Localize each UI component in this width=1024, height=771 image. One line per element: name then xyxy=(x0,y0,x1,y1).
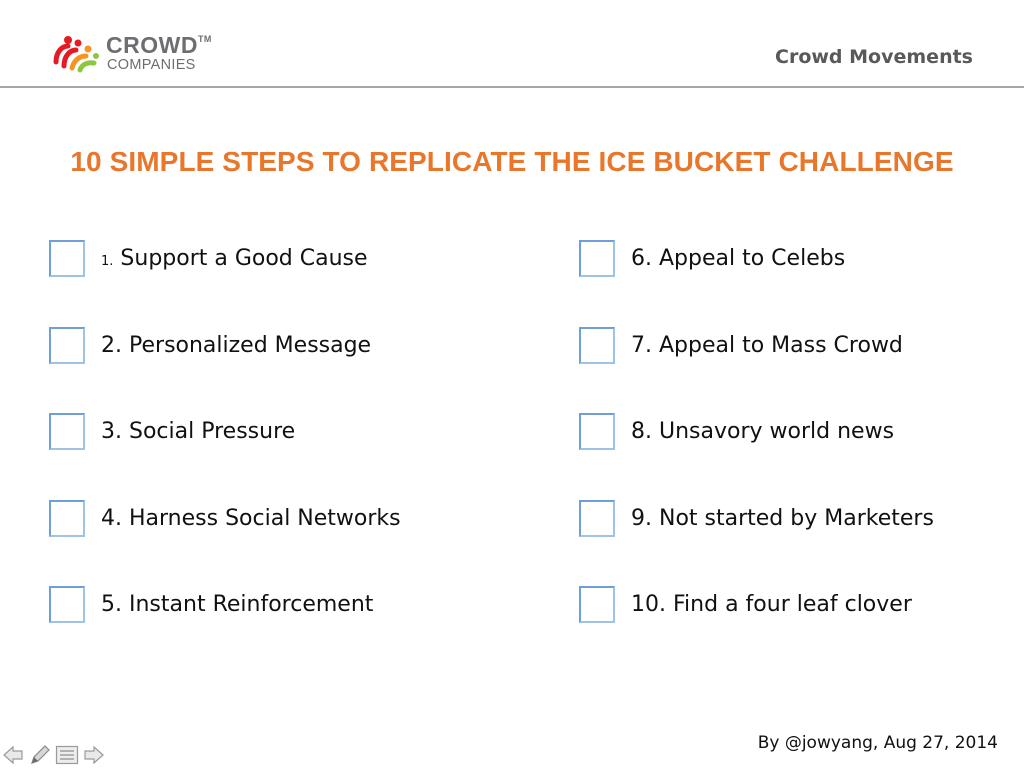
step-item-4 xyxy=(49,500,479,540)
step-checkbox[interactable] xyxy=(49,327,85,364)
step-checkbox[interactable] xyxy=(579,327,615,364)
step-item-7 xyxy=(579,327,1009,367)
crowd-companies-logo xyxy=(50,32,220,80)
step-label xyxy=(101,419,295,444)
step-checkbox[interactable] xyxy=(579,586,615,623)
step-item-2 xyxy=(49,327,479,367)
step-number: 7. xyxy=(631,333,652,358)
step-checkbox[interactable] xyxy=(579,413,615,450)
step-item-8 xyxy=(579,413,1009,453)
logo-subtitle: COMPANIES xyxy=(107,57,196,73)
byline: By @jowyang, Aug 27, 2014 xyxy=(757,733,998,753)
step-text: Not started by Marketers xyxy=(659,506,934,531)
step-text: Appeal to Mass Crowd xyxy=(659,333,903,358)
pen-icon[interactable] xyxy=(29,744,51,771)
step-item-1 xyxy=(49,240,479,280)
slide-title: 10 SIMPLE STEPS TO REPLICATE THE ICE BUCKET CHALLENGE xyxy=(70,146,954,177)
step-text: Social Pressure xyxy=(129,419,296,444)
step-text: Personalized Message xyxy=(129,333,372,358)
step-checkbox[interactable] xyxy=(579,240,615,277)
step-checkbox[interactable] xyxy=(579,500,615,537)
step-number: 4. xyxy=(101,506,122,531)
header-title: Crowd Movements xyxy=(775,46,973,68)
slideshow-nav-toolbar xyxy=(0,744,110,768)
logo-mark-icon xyxy=(50,32,102,76)
menu-icon[interactable] xyxy=(55,744,79,771)
step-item-6 xyxy=(579,240,1009,280)
step-text: Appeal to Celebs xyxy=(659,246,846,271)
step-checkbox[interactable] xyxy=(49,586,85,623)
step-number: 8. xyxy=(631,419,652,444)
step-number: 3. xyxy=(101,419,122,444)
step-item-5 xyxy=(49,586,479,626)
step-number: 10. xyxy=(631,592,666,617)
step-label xyxy=(631,419,894,444)
step-text: Find a four leaf clover xyxy=(673,592,912,617)
step-label xyxy=(631,506,934,531)
step-checkbox[interactable] xyxy=(49,413,85,450)
step-number: 2. xyxy=(101,333,122,358)
step-item-9 xyxy=(579,500,1009,540)
step-text: Support a Good Cause xyxy=(120,246,368,271)
step-item-3 xyxy=(49,413,479,453)
step-label xyxy=(631,592,912,617)
step-number: 6. xyxy=(631,246,652,271)
step-checkbox[interactable] xyxy=(49,500,85,537)
arrow-left-icon[interactable] xyxy=(2,744,24,771)
step-text: Unsavory world news xyxy=(659,419,895,444)
header-divider xyxy=(0,86,1024,88)
arrow-right-icon[interactable] xyxy=(83,744,105,771)
step-number: 9. xyxy=(631,506,652,531)
step-number: 1. xyxy=(101,254,114,269)
step-label xyxy=(631,246,845,271)
step-label xyxy=(101,246,368,271)
step-checkbox[interactable] xyxy=(49,240,85,277)
step-text: Instant Reinforcement xyxy=(129,592,374,617)
step-number: 5. xyxy=(101,592,122,617)
step-item-10 xyxy=(579,586,1009,626)
step-label xyxy=(101,592,373,617)
logo-wordmark: CROWD™ xyxy=(106,32,212,58)
step-label xyxy=(101,333,371,358)
step-text: Harness Social Networks xyxy=(129,506,401,531)
logo-trademark: TM xyxy=(197,34,212,44)
step-label xyxy=(101,506,401,531)
step-label xyxy=(631,333,903,358)
